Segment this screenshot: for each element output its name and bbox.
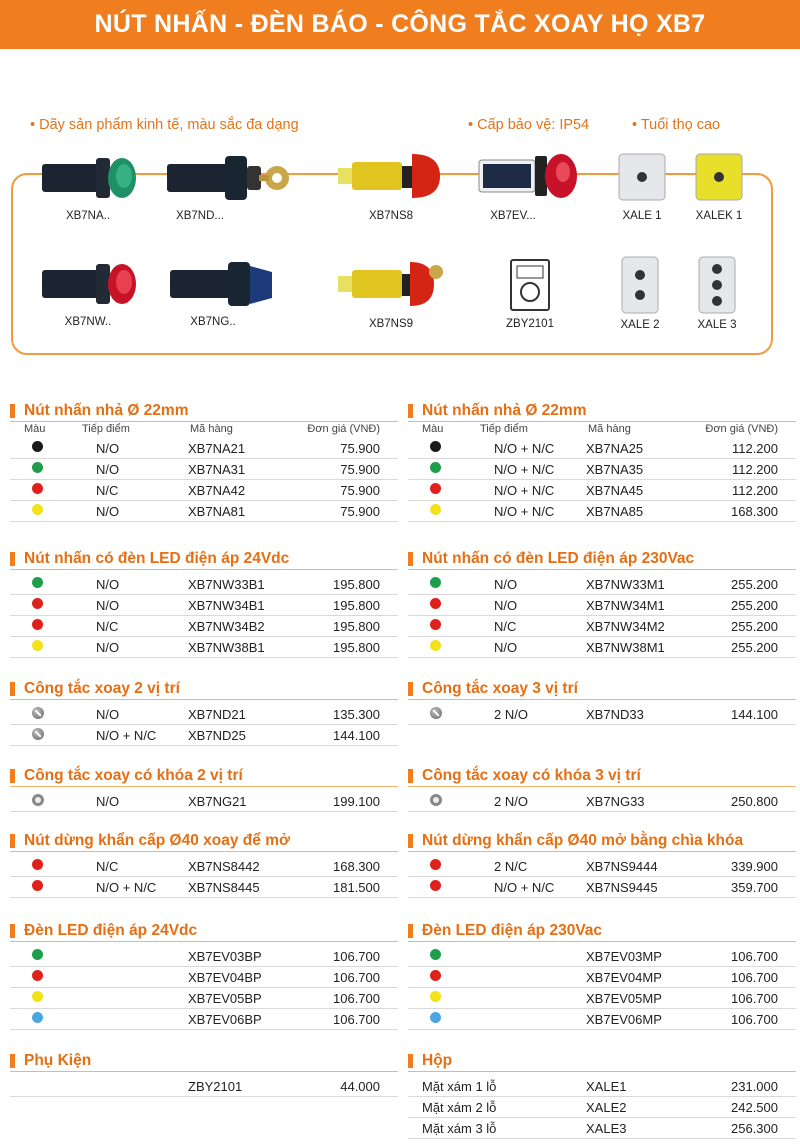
cell-code: XB7NS8445 bbox=[188, 880, 260, 895]
table-row bbox=[10, 616, 398, 637]
cell-price: 255.200 bbox=[731, 640, 778, 655]
cell-price: 75.900 bbox=[340, 504, 380, 519]
section-title: Công tắc xoay có khóa 3 vị trí bbox=[408, 765, 796, 787]
cell-contact: N/C bbox=[96, 483, 119, 498]
product-label: XB7NW.. bbox=[64, 316, 112, 328]
cell-code: XB7NW34M1 bbox=[586, 598, 665, 613]
product-xb7ev bbox=[473, 150, 583, 222]
table-row bbox=[10, 574, 398, 595]
cell-code: XB7EV06BP bbox=[188, 1012, 262, 1027]
table-row bbox=[408, 877, 796, 898]
cell-price: 106.700 bbox=[731, 991, 778, 1006]
red-dot-icon bbox=[430, 619, 441, 630]
red-dot-icon bbox=[32, 619, 43, 630]
cell-code: ZBY2101 bbox=[188, 1079, 243, 1094]
cell-contact: N/O + N/C bbox=[494, 441, 555, 456]
cell-price: 255.200 bbox=[731, 598, 778, 613]
price-section bbox=[10, 830, 398, 898]
table-row bbox=[408, 595, 796, 616]
cell-price: 106.700 bbox=[333, 991, 380, 1006]
key-selector-icon bbox=[165, 152, 305, 202]
cell-contact: N/O bbox=[96, 462, 120, 477]
table-row bbox=[10, 725, 398, 746]
led-pushbutton-icon bbox=[38, 258, 138, 308]
key-emergency-stop-icon bbox=[336, 258, 446, 308]
section-title: Phụ Kiện bbox=[10, 1050, 398, 1072]
product-xb7nw bbox=[38, 258, 138, 328]
section-title: Nút nhấn nhả Ø 22mm bbox=[10, 400, 398, 422]
blue-dot-icon bbox=[32, 1012, 43, 1023]
table-row bbox=[10, 704, 398, 725]
pushbutton-green-icon bbox=[38, 152, 138, 202]
cell-price: 339.900 bbox=[731, 859, 778, 874]
pilot-light-icon bbox=[473, 150, 583, 200]
cell-price: 112.200 bbox=[731, 483, 778, 498]
cell-contact: N/O bbox=[96, 794, 120, 809]
cell-code: XB7ND33 bbox=[586, 707, 644, 722]
header-contact: Tiếp điểm bbox=[82, 423, 130, 435]
cell-price: 242.500 bbox=[731, 1100, 778, 1115]
cell-price: 250.800 bbox=[731, 794, 778, 809]
table-row bbox=[408, 1009, 796, 1030]
cell-price: 255.200 bbox=[731, 577, 778, 592]
legend-holder-icon bbox=[505, 258, 555, 314]
cell-contact: N/C bbox=[96, 859, 119, 874]
cell-contact: N/O + N/C bbox=[96, 880, 157, 895]
red-dot-icon bbox=[32, 859, 43, 870]
cell-code: XB7NA31 bbox=[188, 462, 246, 477]
cell-contact: Mặt xám 1 lỗ bbox=[422, 1079, 497, 1094]
selector-switch-icon bbox=[168, 258, 278, 308]
table-row bbox=[10, 877, 398, 898]
cell-code: XALE3 bbox=[586, 1121, 627, 1136]
price-section bbox=[408, 920, 796, 1030]
table-row bbox=[408, 616, 796, 637]
table-row bbox=[10, 988, 398, 1009]
yellow-dot-icon bbox=[430, 640, 441, 651]
header-code: Mã hàng bbox=[588, 423, 631, 435]
cell-code: XB7NW38M1 bbox=[586, 640, 665, 655]
section-title: Đèn LED điện áp 230Vac bbox=[408, 920, 796, 942]
table-row bbox=[408, 637, 796, 658]
table-row bbox=[408, 791, 796, 812]
table-row bbox=[10, 1076, 398, 1097]
enclosure-3-hole-icon bbox=[697, 255, 737, 315]
yellow-dot-icon bbox=[32, 991, 43, 1002]
cell-price: 359.700 bbox=[731, 880, 778, 895]
table-row bbox=[408, 967, 796, 988]
table-row bbox=[10, 946, 398, 967]
green-dot-icon bbox=[430, 462, 441, 473]
cell-code: XB7EV05BP bbox=[188, 991, 262, 1006]
cell-contact: 2 N/O bbox=[494, 794, 528, 809]
price-section bbox=[408, 765, 796, 812]
blue-dot-icon bbox=[430, 1012, 441, 1023]
cell-code: XB7NA42 bbox=[188, 483, 246, 498]
table-row bbox=[10, 501, 398, 522]
section-title: Nút nhấn có đèn LED điện áp 24Vdc bbox=[10, 548, 398, 570]
product-label: XB7ND... bbox=[176, 210, 224, 222]
red-dot-icon bbox=[430, 483, 441, 494]
price-section bbox=[10, 920, 398, 1030]
cell-price: 106.700 bbox=[333, 970, 380, 985]
cell-price: 144.100 bbox=[333, 728, 380, 743]
green-dot-icon bbox=[32, 462, 43, 473]
table-row bbox=[10, 438, 398, 459]
table-row bbox=[408, 946, 796, 967]
product-label: XALE 2 bbox=[620, 319, 660, 331]
red-dot-icon bbox=[430, 598, 441, 609]
product-xb7nd bbox=[165, 152, 305, 222]
green-dot-icon bbox=[32, 577, 43, 588]
section-title: Công tắc xoay có khóa 2 vị trí bbox=[10, 765, 398, 787]
cell-code: XB7NA21 bbox=[188, 441, 246, 456]
cell-contact: N/O bbox=[96, 577, 120, 592]
section-title: Nút nhấn có đèn LED điện áp 230Vac bbox=[408, 548, 796, 570]
cell-code: XB7NG21 bbox=[188, 794, 247, 809]
cell-price: 75.900 bbox=[340, 462, 380, 477]
cell-code: XB7NW33B1 bbox=[188, 577, 265, 592]
cell-price: 181.500 bbox=[333, 880, 380, 895]
header-contact: Tiếp điểm bbox=[480, 423, 528, 435]
table-row bbox=[408, 988, 796, 1009]
product-label: XB7EV... bbox=[490, 210, 536, 222]
cell-price: 106.700 bbox=[731, 1012, 778, 1027]
black-dot-icon bbox=[32, 441, 43, 452]
cell-code: XB7NW34B2 bbox=[188, 619, 265, 634]
cell-price: 106.700 bbox=[333, 949, 380, 964]
cell-contact: N/O bbox=[96, 598, 120, 613]
cell-code: XALE2 bbox=[586, 1100, 627, 1115]
cell-code: XB7ND21 bbox=[188, 707, 246, 722]
cell-code: XB7NA35 bbox=[586, 462, 644, 477]
price-section bbox=[10, 548, 398, 658]
product-label: XB7NS8 bbox=[368, 210, 414, 222]
cell-code: XB7NG33 bbox=[586, 794, 645, 809]
product-xb7na bbox=[38, 152, 138, 222]
cell-contact: N/O + N/C bbox=[494, 504, 555, 519]
header-price: Đơn giá (VNĐ) bbox=[705, 423, 778, 435]
product-xale3 bbox=[697, 255, 737, 331]
price-section bbox=[408, 1050, 796, 1139]
cell-price: 106.700 bbox=[333, 1012, 380, 1027]
section-title: Nút dừng khẩn cấp Ø40 mở bằng chìa khóa bbox=[408, 830, 796, 852]
red-dot-icon bbox=[32, 598, 43, 609]
cell-code: XB7EV04BP bbox=[188, 970, 262, 985]
cell-code: XB7EV05MP bbox=[586, 991, 662, 1006]
key-knob-icon bbox=[430, 794, 442, 806]
feature-ip54: • Cấp bảo vệ: IP54 bbox=[468, 117, 590, 133]
table-row bbox=[10, 967, 398, 988]
product-xalek1 bbox=[694, 152, 744, 222]
table-row bbox=[10, 459, 398, 480]
cell-price: 168.300 bbox=[333, 859, 380, 874]
table-header bbox=[10, 422, 398, 438]
cell-price: 168.300 bbox=[731, 504, 778, 519]
product-label: XB7NS9 bbox=[368, 318, 414, 330]
table-row bbox=[408, 480, 796, 501]
key-knob-icon bbox=[32, 794, 44, 806]
cell-code: XB7EV06MP bbox=[586, 1012, 662, 1027]
cell-code: XALE1 bbox=[586, 1079, 627, 1094]
table-row bbox=[408, 459, 796, 480]
cell-code: XB7NW33M1 bbox=[586, 577, 665, 592]
table-row bbox=[408, 1118, 796, 1139]
table-row bbox=[408, 704, 796, 725]
cell-contact: N/O + N/C bbox=[494, 462, 555, 477]
product-xb7ns8 bbox=[336, 150, 446, 222]
selector-knob-icon bbox=[32, 707, 44, 719]
cell-contact: N/O + N/C bbox=[494, 483, 555, 498]
price-section bbox=[10, 400, 398, 522]
enclosure-2-hole-icon bbox=[620, 255, 660, 315]
header-price: Đơn giá (VNĐ) bbox=[307, 423, 380, 435]
cell-price: 106.700 bbox=[731, 970, 778, 985]
cell-contact: N/O bbox=[96, 707, 120, 722]
product-xale1 bbox=[617, 152, 667, 222]
red-dot-icon bbox=[430, 880, 441, 891]
emergency-stop-icon bbox=[336, 150, 446, 200]
cell-code: XB7NS9445 bbox=[586, 880, 658, 895]
black-dot-icon bbox=[430, 441, 441, 452]
cell-code: XB7NW34M2 bbox=[586, 619, 665, 634]
cell-price: 106.700 bbox=[731, 949, 778, 964]
table-row bbox=[10, 1009, 398, 1030]
section-title: Công tắc xoay 2 vị trí bbox=[10, 678, 398, 700]
green-dot-icon bbox=[32, 949, 43, 960]
red-dot-icon bbox=[32, 483, 43, 494]
product-label: XALE 3 bbox=[697, 319, 737, 331]
cell-contact: N/O + N/C bbox=[96, 728, 157, 743]
cell-contact: N/O + N/C bbox=[494, 880, 555, 895]
table-row bbox=[10, 791, 398, 812]
table-row bbox=[10, 856, 398, 877]
feature-economy: • Dãy sản phẩm kinh tế, màu sắc đa dạng bbox=[30, 117, 299, 133]
cell-price: 256.300 bbox=[731, 1121, 778, 1136]
red-dot-icon bbox=[430, 970, 441, 981]
cell-code: XB7ND25 bbox=[188, 728, 246, 743]
cell-contact: N/O bbox=[96, 441, 120, 456]
cell-code: XB7EV03BP bbox=[188, 949, 262, 964]
header-code: Mã hàng bbox=[190, 423, 233, 435]
table-row bbox=[408, 501, 796, 522]
cell-code: XB7NW38B1 bbox=[188, 640, 265, 655]
product-xb7ng bbox=[168, 258, 278, 328]
price-section bbox=[408, 400, 796, 522]
table-row bbox=[10, 480, 398, 501]
cell-price: 199.100 bbox=[333, 794, 380, 809]
table-row bbox=[10, 595, 398, 616]
section-title: Công tắc xoay 3 vị trí bbox=[408, 678, 796, 700]
selector-knob-icon bbox=[32, 728, 44, 740]
page-banner: NÚT NHẤN - ĐÈN BÁO - CÔNG TẮC XOAY HỌ XB7 bbox=[0, 0, 800, 49]
cell-contact: N/O bbox=[96, 504, 120, 519]
cell-contact: Mặt xám 2 lỗ bbox=[422, 1100, 497, 1115]
red-dot-icon bbox=[32, 970, 43, 981]
cell-price: 231.000 bbox=[731, 1079, 778, 1094]
section-title: Đèn LED điện áp 24Vdc bbox=[10, 920, 398, 942]
cell-code: XB7NA81 bbox=[188, 504, 246, 519]
product-xale2 bbox=[620, 255, 660, 331]
price-section bbox=[408, 830, 796, 898]
price-section bbox=[408, 678, 796, 725]
enclosure-yellow-icon bbox=[694, 152, 744, 202]
cell-price: 44.000 bbox=[340, 1079, 380, 1094]
table-row bbox=[408, 438, 796, 459]
cell-price: 75.900 bbox=[340, 441, 380, 456]
product-xb7ns9 bbox=[336, 258, 446, 330]
price-section bbox=[10, 1050, 398, 1097]
cell-price: 255.200 bbox=[731, 619, 778, 634]
product-zby2101 bbox=[505, 258, 555, 330]
cell-code: XB7NA45 bbox=[586, 483, 644, 498]
red-dot-icon bbox=[32, 880, 43, 891]
product-label: XB7NA.. bbox=[65, 210, 111, 222]
cell-contact: 2 N/O bbox=[494, 707, 528, 722]
table-header bbox=[408, 422, 796, 438]
cell-contact: 2 N/C bbox=[494, 859, 528, 874]
product-label: ZBY2101 bbox=[506, 318, 554, 330]
cell-code: XB7EV04MP bbox=[586, 970, 662, 985]
cell-price: 144.100 bbox=[731, 707, 778, 722]
product-label: XALE 1 bbox=[622, 210, 662, 222]
table-row bbox=[10, 637, 398, 658]
cell-price: 195.800 bbox=[333, 577, 380, 592]
cell-code: XB7NS9444 bbox=[586, 859, 658, 874]
cell-contact: N/C bbox=[494, 619, 517, 634]
cell-contact: Mặt xám 3 lỗ bbox=[422, 1121, 497, 1136]
cell-code: XB7NS8442 bbox=[188, 859, 260, 874]
header-color: Màu bbox=[24, 423, 46, 435]
header-color: Màu bbox=[422, 423, 444, 435]
yellow-dot-icon bbox=[430, 991, 441, 1002]
cell-price: 75.900 bbox=[340, 483, 380, 498]
cell-price: 135.300 bbox=[333, 707, 380, 722]
cell-contact: N/O bbox=[494, 577, 518, 592]
price-section bbox=[10, 678, 398, 746]
table-row bbox=[408, 1076, 796, 1097]
cell-price: 195.800 bbox=[333, 598, 380, 613]
cell-price: 195.800 bbox=[333, 619, 380, 634]
product-label: XB7NG.. bbox=[190, 316, 236, 328]
enclosure-grey-icon bbox=[617, 152, 667, 202]
cell-price: 112.200 bbox=[731, 441, 778, 456]
price-section bbox=[10, 765, 398, 812]
cell-contact: N/C bbox=[96, 619, 119, 634]
table-row bbox=[408, 574, 796, 595]
section-title: Hộp bbox=[408, 1050, 796, 1072]
cell-contact: N/O bbox=[494, 640, 518, 655]
cell-price: 195.800 bbox=[333, 640, 380, 655]
selector-knob-icon bbox=[430, 707, 442, 719]
cell-code: XB7NW34B1 bbox=[188, 598, 265, 613]
table-row bbox=[408, 1097, 796, 1118]
section-title: Nút dừng khẩn cấp Ø40 xoay để mở bbox=[10, 830, 398, 852]
yellow-dot-icon bbox=[32, 640, 43, 651]
price-section bbox=[408, 548, 796, 658]
yellow-dot-icon bbox=[32, 504, 43, 515]
table-row bbox=[408, 856, 796, 877]
cell-code: XB7NA25 bbox=[586, 441, 644, 456]
green-dot-icon bbox=[430, 577, 441, 588]
section-title: Nút nhấn nhả Ø 22mm bbox=[408, 400, 796, 422]
cell-code: XB7NA85 bbox=[586, 504, 644, 519]
cell-contact: N/O bbox=[494, 598, 518, 613]
yellow-dot-icon bbox=[430, 504, 441, 515]
cell-code: XB7EV03MP bbox=[586, 949, 662, 964]
green-dot-icon bbox=[430, 949, 441, 960]
red-dot-icon bbox=[430, 859, 441, 870]
feature-durability: • Tuổi thọ cao bbox=[632, 117, 721, 133]
product-label: XALEK 1 bbox=[695, 210, 743, 222]
cell-contact: N/O bbox=[96, 640, 120, 655]
cell-price: 112.200 bbox=[731, 462, 778, 477]
